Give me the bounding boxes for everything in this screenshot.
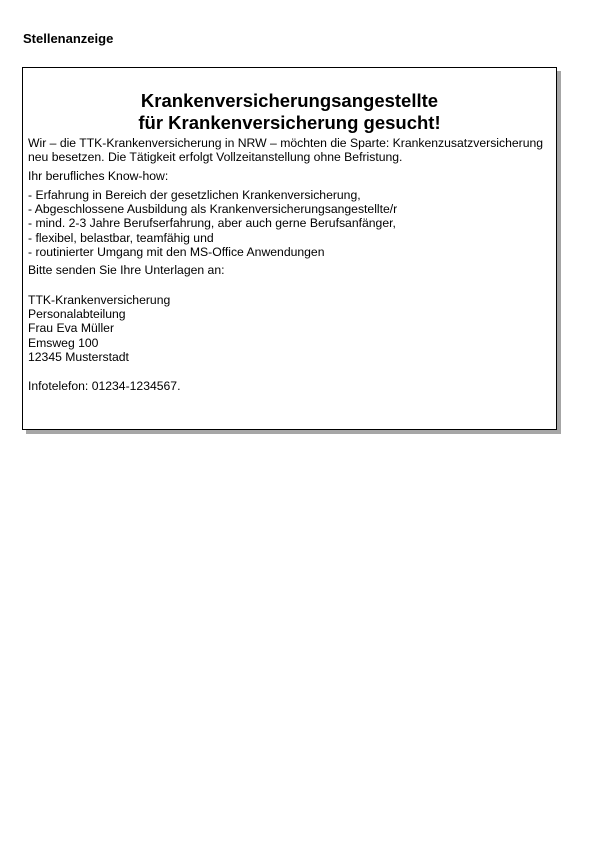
address-city: 12345 Musterstadt: [28, 349, 129, 364]
address-company: TTK-Krankenversicherung: [28, 292, 171, 307]
application-prompt: Bitte senden Sie Ihre Unterlagen an:: [28, 263, 225, 278]
job-ad-body: [28, 136, 551, 393]
requirements-list: [28, 188, 551, 259]
address-department: Personalabteilung: [28, 306, 126, 321]
requirement-item: - Erfahrung in Bereich der gesetzlichen Krankenversicherung,: [28, 187, 361, 202]
postal-address: [28, 293, 551, 364]
address-contact: Frau Eva Müller: [28, 321, 115, 336]
requirement-item: - Abgeschlossene Ausbildung als Krankenversicherungsangestellte/r: [28, 202, 398, 217]
job-ad-box: [22, 67, 557, 430]
info-phone: Infotelefon: 01234-1234567.: [28, 379, 181, 394]
requirement-item: - mind. 2-3 Jahre Berufserfahrung, aber auch gerne Berufsanfänger,: [28, 216, 396, 231]
job-ad-title: [28, 90, 551, 134]
requirement-item: - flexibel, belastbar, teamfähig und: [28, 230, 214, 245]
knowhow-heading: Ihr berufliches Know-how:: [28, 168, 169, 183]
requirement-item: - routinierter Umgang mit den MS-Office Anwendungen: [28, 245, 325, 260]
intro-paragraph: Wir – die TTK-Krankenversicherung in NRW – möchten die Sparte: Krankenzusatzversicherung neu besetzen. Die Tätigkeit erfolgt Vollzeitanstellung ohne Befristung.: [28, 136, 544, 165]
document-heading: Stellenanzeige: [23, 31, 114, 46]
job-ad-title-line-1: Krankenversicherungsangestellte: [140, 90, 439, 111]
address-street: Emsweg 100: [28, 335, 99, 350]
job-ad-title-line-2: für Krankenversicherung gesucht!: [138, 112, 441, 133]
